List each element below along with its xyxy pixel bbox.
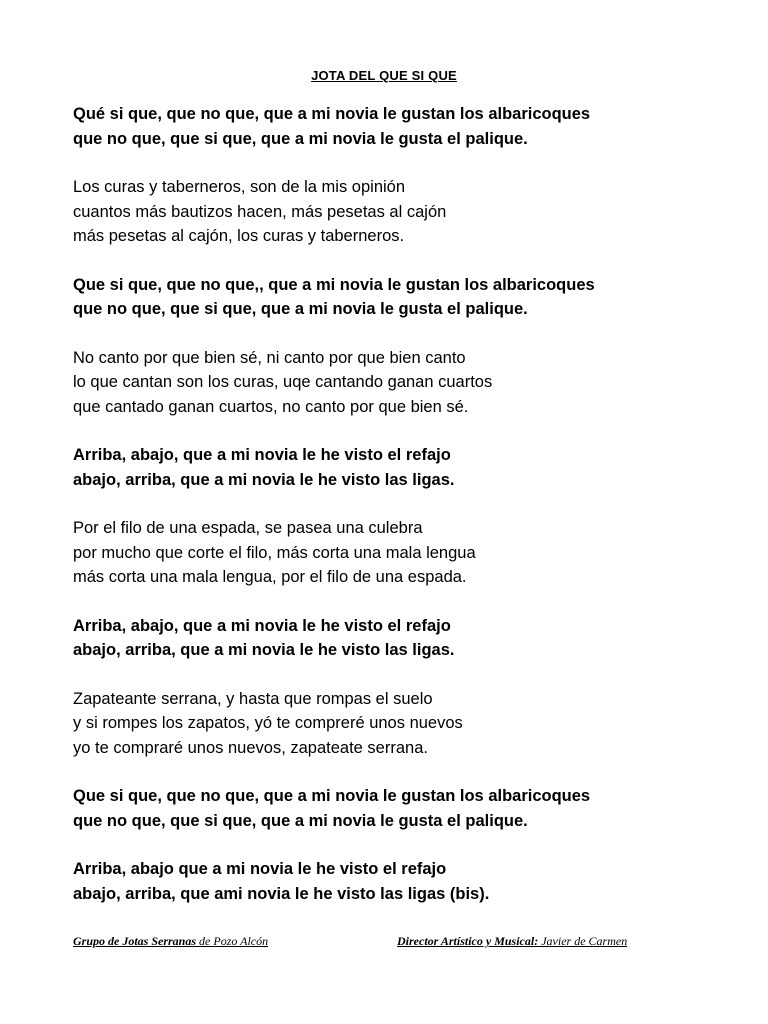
lyric-line: Qué si que, que no que, que a mi novia le gustan los albaricoques — [73, 105, 591, 123]
stanza-chorus — [73, 784, 753, 833]
stanza-chorus — [73, 102, 753, 151]
lyric-line: Por el filo de una espada, se pasea una culebra — [73, 519, 423, 537]
director-name: Javier de Carmen — [538, 934, 628, 948]
lyric-line: más corta una mala lengua, por el filo de una espada. — [73, 568, 467, 586]
director-label: Director Artístico y Musical: — [397, 934, 539, 948]
lyric-line: yo te compraré unos nuevos, zapateate serrana. — [73, 738, 428, 757]
lyric-line: Zapateante serrana, y hasta que rompas el suelo — [73, 689, 433, 708]
stanza-chorus — [73, 443, 753, 492]
group-place: de Pozo Alcón — [196, 934, 269, 948]
group-credit — [73, 934, 268, 949]
stanza-chorus — [73, 857, 753, 906]
lyric-line: abajo, arriba, que ami novia le he visto las ligas (bis). — [73, 884, 490, 903]
lyric-line: abajo, arriba, que a mi novia le he visto las ligas. — [73, 641, 455, 659]
stanza-verse — [73, 175, 753, 249]
lyrics-body — [73, 102, 753, 930]
lyric-line: Arriba, abajo, que a mi novia le he visto el refajo — [73, 446, 451, 464]
lyric-line: y si rompes los zapatos, yó te compreré unos nuevos — [73, 714, 463, 732]
lyric-line: Arriba, abajo que a mi novia le he visto el refajo — [73, 860, 447, 878]
lyric-line: lo que cantan son los curas, uqe cantando ganan cuartos — [73, 373, 493, 391]
lyric-line: que no que, que si que, que a mi novia le gusta el palique. — [73, 129, 528, 148]
lyric-line: Los curas y taberneros, son de la mis opinión — [73, 178, 406, 196]
lyric-line: abajo, arriba, que a mi novia le he visto las ligas. — [73, 470, 455, 489]
lyric-line: que no que, que si que, que a mi novia le gusta el palique. — [73, 811, 528, 830]
lyric-line: por mucho que corte el filo, más corta una mala lengua — [73, 543, 476, 562]
page-title: JOTA DEL QUE SI QUE — [311, 68, 457, 83]
stanza-verse — [73, 516, 753, 590]
stanza-chorus — [73, 273, 753, 322]
lyric-line: cuantos más bautizos hacen, más pesetas al cajón — [73, 202, 447, 221]
group-label: Grupo de Jotas Serranas — [73, 934, 197, 948]
lyric-line: Que si que, que no que,, que a mi novia le gustan los albaricoques — [73, 275, 595, 294]
lyric-line: que no que, que si que, que a mi novia le gusta el palique. — [73, 300, 528, 318]
lyric-line: Arriba, abajo, que a mi novia le he visto el refajo — [73, 616, 451, 635]
stanza-verse — [73, 346, 753, 420]
lyric-line: No canto por que bien sé, ni canto por que bien canto — [73, 348, 466, 367]
stanza-verse — [73, 687, 753, 761]
director-credit — [397, 934, 627, 949]
lyric-line: Que si que, que no que, que a mi novia le gustan los albaricoques — [73, 787, 591, 805]
stanza-chorus — [73, 614, 753, 663]
lyric-line: que cantado ganan cuartos, no canto por que bien sé. — [73, 397, 469, 416]
lyric-line: más pesetas al cajón, los curas y taberneros. — [73, 227, 405, 245]
